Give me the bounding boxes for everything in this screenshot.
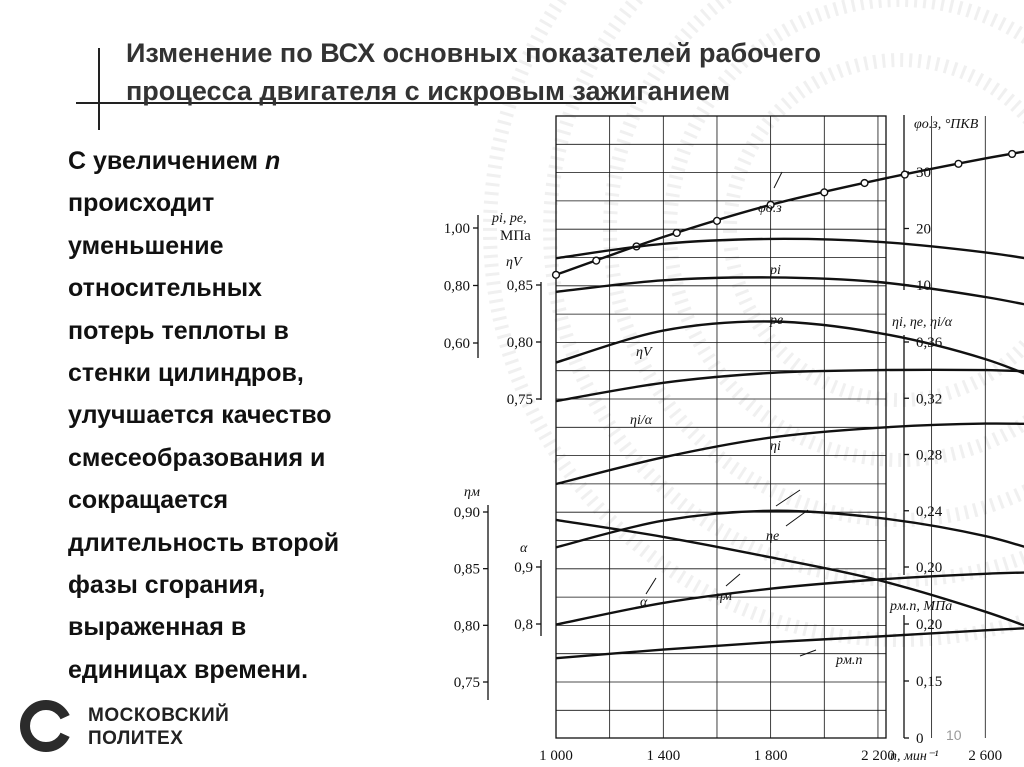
series-line-pe xyxy=(556,277,1024,312)
tick-label-alpha: 0,9 xyxy=(514,560,533,576)
series-label-pe: pe xyxy=(770,313,784,328)
tick-label-eta_m: 0,80 xyxy=(453,618,480,635)
tick-label-pi_pe: 1,00 xyxy=(443,221,470,237)
series-line-i xyxy=(556,424,1024,484)
series-line-V xyxy=(556,321,1024,391)
series-point-оз xyxy=(714,217,721,224)
logo-line-2: ПОЛИТЕХ xyxy=(88,728,184,749)
series-point-оз xyxy=(901,171,908,178)
body-line-6: стенки цилиндров, xyxy=(68,359,304,388)
body-line-7: улучшается качество xyxy=(68,401,332,430)
tick-label-eta_m: 0,90 xyxy=(453,505,480,521)
tick-label-pi_pe: 0,60 xyxy=(443,336,470,352)
axis-label-pi-pe: pi, pe, xyxy=(492,211,527,226)
tick-label-eta: 0,36 xyxy=(916,335,943,351)
series-line-i xyxy=(556,370,1024,401)
x-tick-label: 1 400 xyxy=(646,748,681,764)
axis-label-eta: ηi, ηe, ηi/α xyxy=(892,315,953,330)
axis-label-eta-m: ηм xyxy=(464,485,480,500)
body-line-1-text: С увеличением xyxy=(68,147,265,175)
body-line-9: сокращается xyxy=(68,486,229,515)
body-line-8: смесеобразования и xyxy=(68,443,326,472)
tick-label-eta_m: 0,75 xyxy=(453,675,480,691)
tick-label-pmp: 0,15 xyxy=(916,674,943,690)
axis-label-alpha: α xyxy=(520,541,528,556)
x-axis-label: n, мин⁻¹ xyxy=(890,749,939,764)
series-line-pi xyxy=(556,239,1024,265)
tick-label-alpha: 0,8 xyxy=(514,617,533,633)
series-point-оз xyxy=(673,230,680,237)
series-point-оз xyxy=(861,180,868,187)
tick-label-eta_v: 0,85 xyxy=(506,278,533,294)
series-label-V: ηV xyxy=(636,345,652,360)
axis-label-eta-v: ηV xyxy=(506,255,522,270)
tick-label-eta_v: 0,80 xyxy=(506,335,533,351)
chart-axes xyxy=(444,115,1002,764)
label-leader xyxy=(800,650,816,656)
body-line-2: происходит xyxy=(68,189,215,218)
x-tick-label: 1 000 xyxy=(539,748,573,764)
axis-label-pi-pe-unit: МПа xyxy=(500,228,531,244)
series-label-e: ηe xyxy=(766,529,780,544)
x-tick-label: 2 600 xyxy=(968,748,1003,764)
body-line-10: длительность второй xyxy=(68,528,340,557)
tick-label-eta_m: 0,85 xyxy=(453,561,480,578)
body-line-4: относительных xyxy=(68,274,262,303)
body-line-12: выраженная в xyxy=(68,613,247,642)
logo-line-1: МОСКОВСКИЙ xyxy=(88,705,230,726)
tick-label-pi_pe: 0,80 xyxy=(443,278,470,295)
body-variable-n: n xyxy=(265,147,281,175)
body-line-11: фазы сгорания, xyxy=(68,571,266,600)
series-line-series xyxy=(556,572,1024,625)
page-number: 10 xyxy=(946,727,962,743)
chart-grid xyxy=(556,116,1024,738)
series-point-оз xyxy=(593,257,600,264)
series-point-оз xyxy=(955,160,962,167)
series-label-м: ηм xyxy=(716,589,732,604)
tick-label-eta: 0,32 xyxy=(916,391,943,408)
tick-label-phi: 20 xyxy=(916,221,931,238)
axis-label-pmp: pм.п, МПа xyxy=(890,599,953,614)
body-line-5: потерь теплоты в xyxy=(68,316,289,345)
tick-label-eta: 0,20 xyxy=(916,560,943,576)
label-leader xyxy=(776,490,800,506)
series-label-i: ηi/α xyxy=(630,413,653,428)
chart-labels xyxy=(630,172,862,668)
series-point-оз xyxy=(1009,151,1016,158)
series-line-оз xyxy=(556,145,1024,275)
series-point-оз xyxy=(553,271,560,278)
x-tick-label: 2 200 xyxy=(861,748,895,764)
tick-label-eta_v: 0,75 xyxy=(506,392,533,408)
series-point-оз xyxy=(821,189,828,196)
tick-label-pmp: 0 xyxy=(916,731,924,747)
chart-series xyxy=(553,141,1024,658)
x-tick-label: 1 800 xyxy=(753,748,788,764)
axis-label-phi: φо.з, °ПКВ xyxy=(914,117,979,132)
series-label-pi: pi xyxy=(770,263,781,278)
series-label-series: α xyxy=(640,595,648,610)
series-label-оз: φо.з xyxy=(758,201,782,216)
series-line-м xyxy=(556,520,1024,641)
tick-label-phi: 30 xyxy=(916,165,931,181)
series-line-e xyxy=(556,511,1024,560)
title-line-1: Изменение по ВСХ основных показателей рабочего xyxy=(126,38,822,68)
label-leader xyxy=(646,578,656,594)
label-leader xyxy=(726,574,740,586)
tick-label-eta: 0,24 xyxy=(916,503,943,520)
tick-label-eta: 0,28 xyxy=(916,447,943,464)
series-label-pмп: pм.п xyxy=(836,653,863,668)
series-label-i: ηi xyxy=(770,439,781,454)
body-line-13: единицах времени. xyxy=(68,655,309,684)
title-line-2: процесса двигателя с искровым зажиганием xyxy=(126,76,731,106)
label-leader xyxy=(774,172,782,188)
body-line-3: уменьшение xyxy=(68,231,224,260)
tick-label-pmp: 0,20 xyxy=(916,617,943,633)
tick-label-phi: 10 xyxy=(916,278,931,294)
